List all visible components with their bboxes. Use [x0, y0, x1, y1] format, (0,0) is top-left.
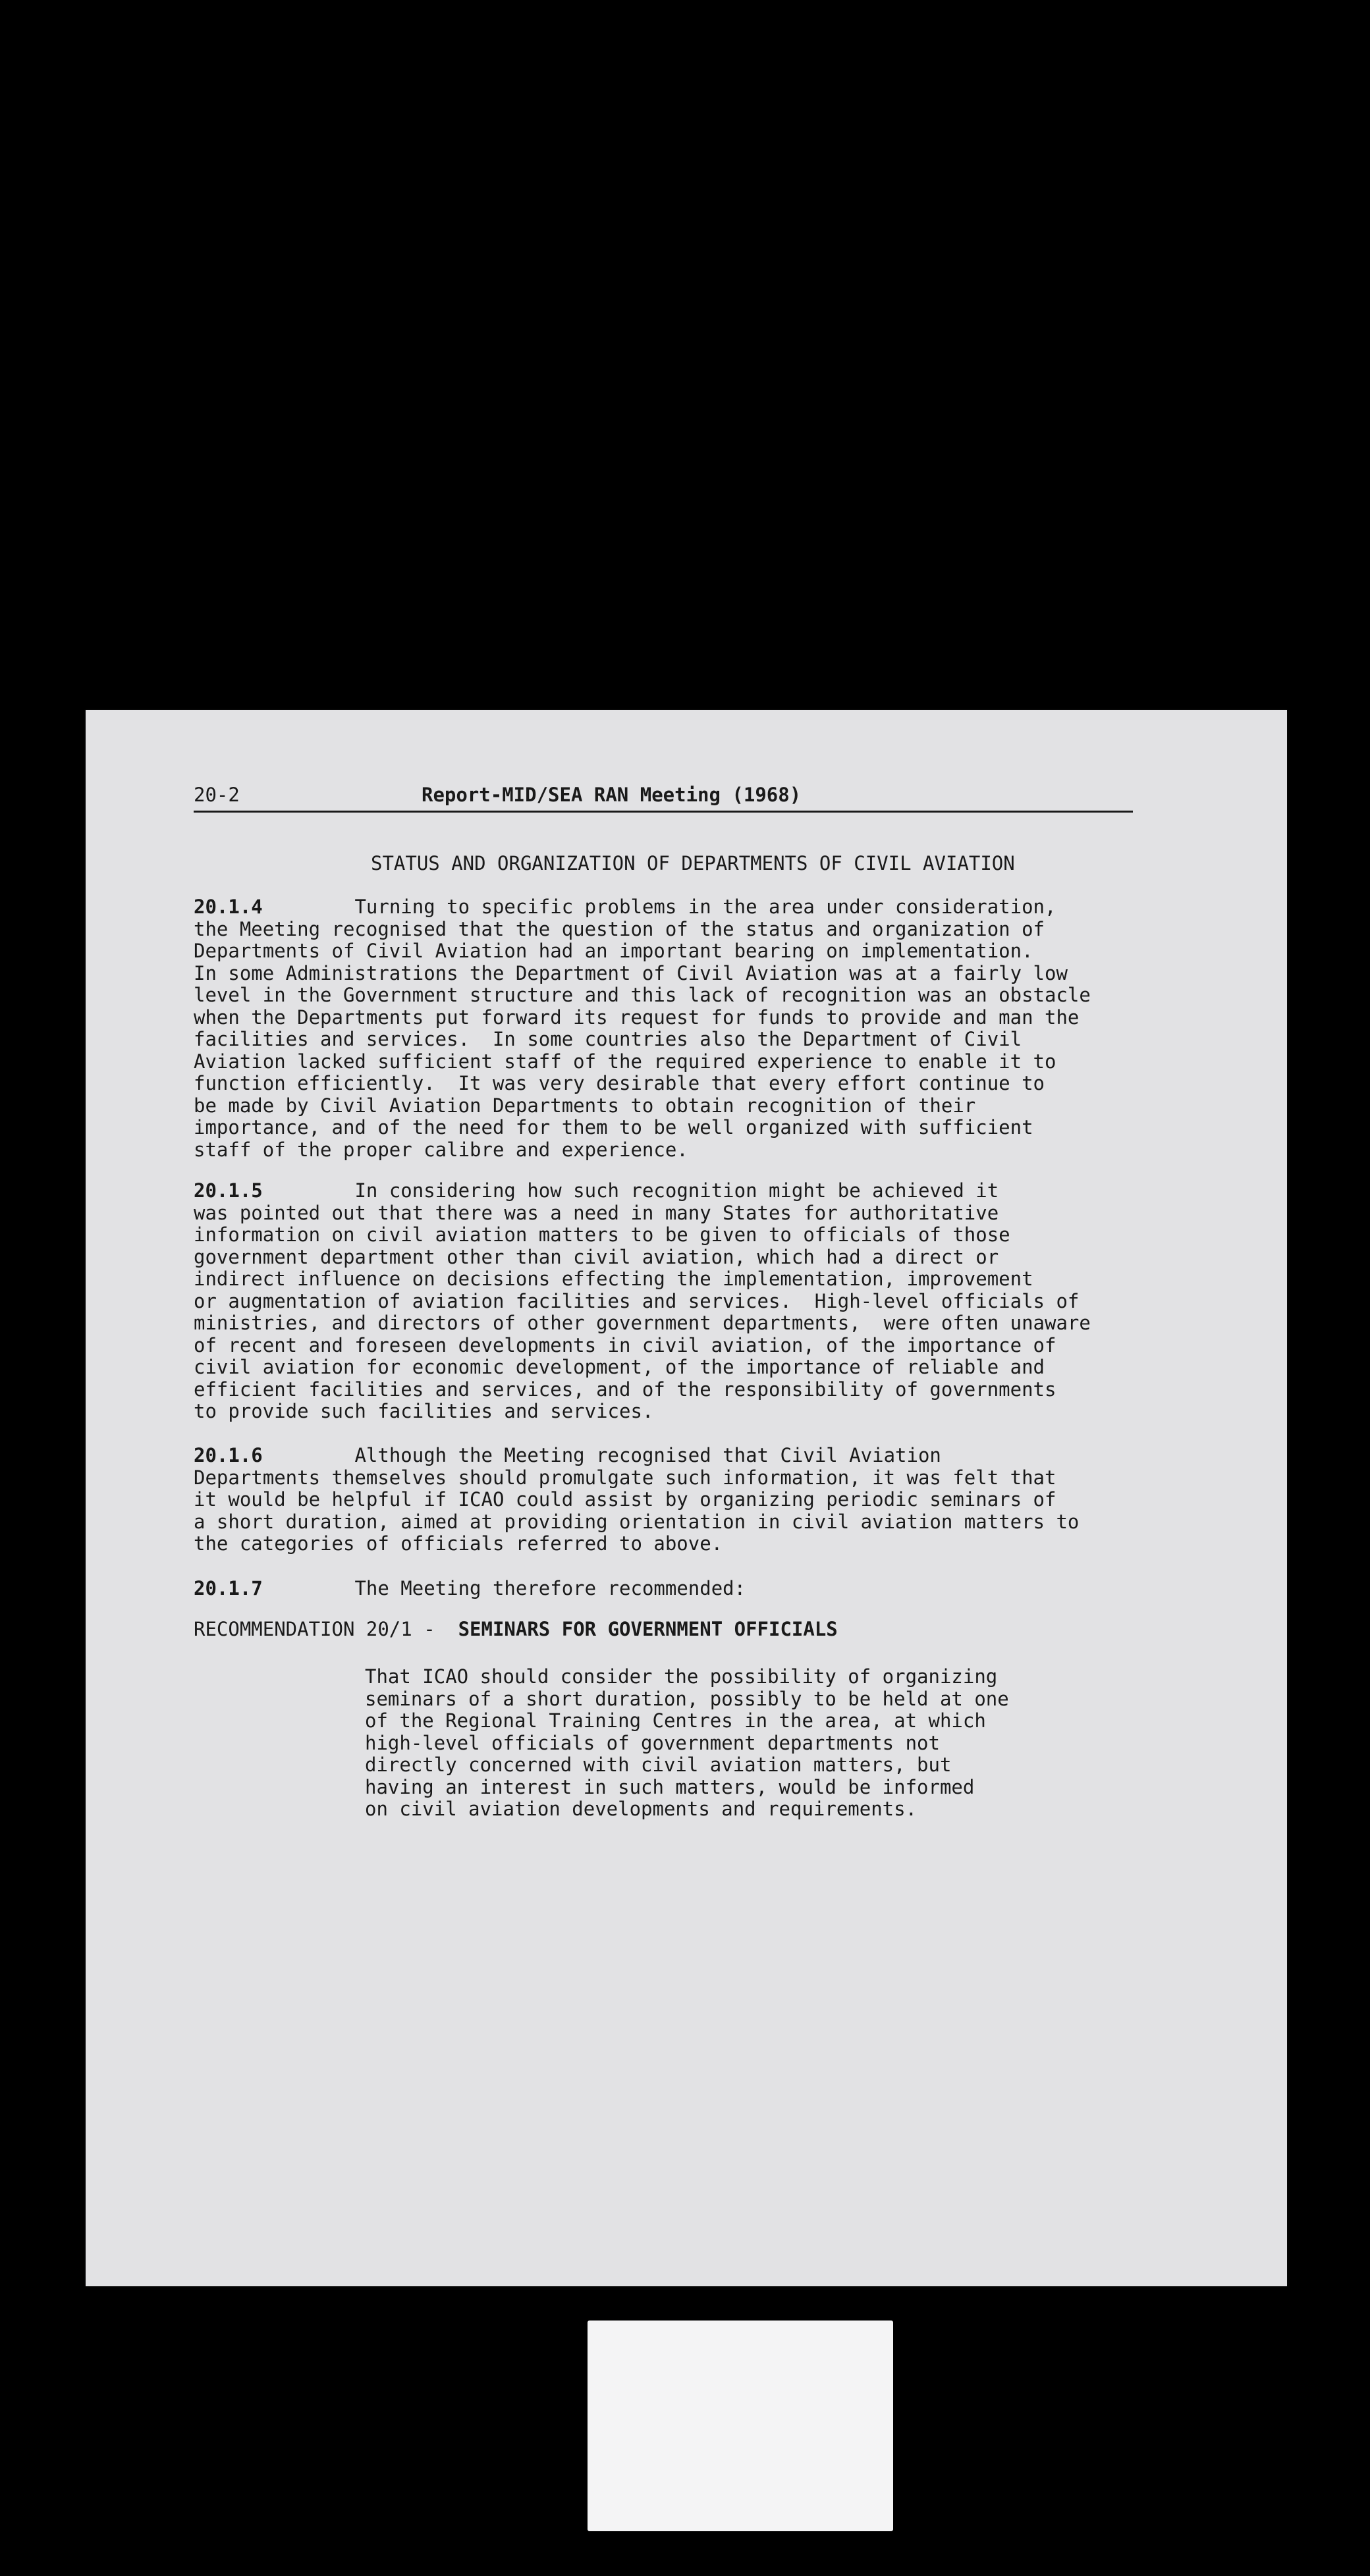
- recommendation-dash: -: [424, 1618, 435, 1640]
- recommendation-title: SEMINARS FOR GOVERNMENT OFFICIALS: [458, 1618, 838, 1640]
- paragraph-body: the Meeting recognised that the question of the status and organization of Departments of Civil Aviation had an important bearing on implementation. In some Administrations the Department of Civil Aviation was at a fairly low level in the Government structure and this lack of recognition was an obstacle when the Departments put forward its request for funds to provide and man the facilities and services. In some countries also the Department of Civil Aviation lacked sufficient staff of the required experience to enable it to function efficiently. It was very desirable that every effort continue to be made by Civil Aviation Departments to obtain recognition of their importance, and of the need for them to be well organized with sufficient staff of the proper calibre and experience.: [194, 917, 1091, 1161]
- paragraph-body: was pointed out that there was a need in many States for authoritative information on civil aviation matters to be given to officials of those government department other than civil aviation, which had a direct or indirect influence on decisions effecting the implementation, improvement or augmentation of aviation facilities and services. High-level officials of ministries, and directors of other government departments, were often unaware of recent and foreseen developments in civil aviation, of the importance of civil aviation for economic development, of the importance of reliable and efficient facilities and services, and of the responsibility of governments to provide such facilities and services.: [194, 1201, 1091, 1422]
- document-page: [86, 710, 1287, 2286]
- section-heading: STATUS AND ORGANIZATION OF DEPARTMENTS OF CIVIL AVIATION: [371, 852, 1015, 874]
- paragraph-first-line: The Meeting therefore recommended:: [354, 1577, 746, 1599]
- paragraph-number: 20.1.7: [194, 1577, 263, 1599]
- recommendation-label: RECOMMENDATION 20/1: [194, 1618, 412, 1640]
- running-header: [194, 784, 1133, 813]
- recommendation-body: That ICAO should consider the possibility of organizing seminars of a short duration, possibly to be held at one of the Regional Training Centres in the area, at which high-level officials of government departments not directly concerned with civil aviation matters, but having an interest in such matters, would be informed on civil aviation developments and requirements.: [365, 1665, 1009, 1820]
- paragraph-first-line: Turning to specific problems in the area under consideration,: [354, 896, 1056, 918]
- paragraph-body: Departments themselves should promulgate such information, it was felt that it would be helpful if ICAO could assist by organizing periodic seminars of a short duration, aimed at providing orientation in civil aviation matters to the categories of officials referred to above.: [194, 1466, 1080, 1555]
- blank-card-stub: [588, 2321, 893, 2531]
- paragraph-first-line: In considering how such recognition might be achieved it: [354, 1179, 999, 1202]
- paragraph-first-line: Although the Meeting recognised that Civil Aviation: [354, 1444, 941, 1466]
- paragraph-20-1-4: [194, 896, 1091, 1161]
- paragraph-20-1-5: [194, 1180, 1091, 1423]
- paragraph-20-1-7: [194, 1578, 746, 1600]
- paragraph-number: 20.1.6: [194, 1444, 263, 1466]
- paragraph-number: 20.1.4: [194, 896, 263, 918]
- recommendation-heading: [194, 1619, 838, 1641]
- paragraph-20-1-6: [194, 1445, 1079, 1555]
- paragraph-number: 20.1.5: [194, 1179, 263, 1202]
- running-title: Report-MID/SEA RAN Meeting (1968): [422, 784, 802, 806]
- page-number: 20-2: [194, 784, 240, 806]
